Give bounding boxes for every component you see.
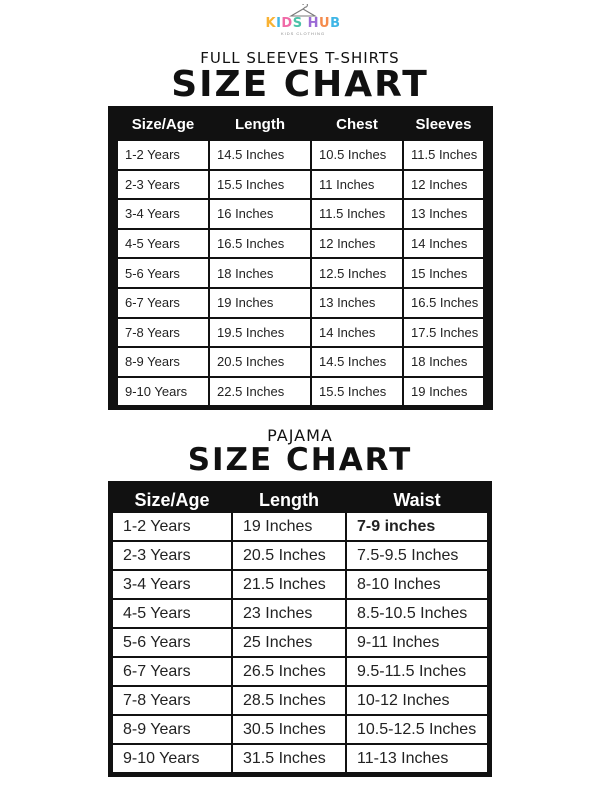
tshirt-header-size-age: Size/Age xyxy=(131,116,195,133)
tshirt-cell: 17.5 Inches xyxy=(404,319,483,347)
tshirt-cell: 3-4 Years xyxy=(118,200,208,228)
tshirt-cell: 4-5 Years xyxy=(118,230,208,258)
pajama-cell: 10-12 Inches xyxy=(347,687,487,714)
tshirt-cell: 14.5 Inches xyxy=(210,141,310,169)
pajama-cell: 7.5-9.5 Inches xyxy=(347,542,487,569)
tshirt-chart-subtitle: FULL SLEEVES T-SHIRTS xyxy=(200,49,400,67)
pajama-header-waist: Waist xyxy=(393,490,441,510)
logo-letter: B xyxy=(330,16,341,31)
tshirt-header-length: Length xyxy=(235,116,285,133)
pajama-cell: 1-2 Years xyxy=(113,513,231,540)
tshirt-cell: 8-9 Years xyxy=(118,348,208,376)
brand-logo xyxy=(260,4,346,38)
tshirt-cell: 13 Inches xyxy=(312,289,402,317)
pajama-cell: 9-10 Years xyxy=(113,745,231,772)
pajama-size-table xyxy=(108,481,492,777)
pajama-cell: 25 Inches xyxy=(233,629,345,656)
tshirt-cell: 15.5 Inches xyxy=(312,378,402,406)
brand-logo-tagline: KIDS CLOTHING xyxy=(280,31,326,36)
tshirt-cell: 2-3 Years xyxy=(118,171,208,199)
logo-letter: D xyxy=(281,16,293,31)
tshirt-cell: 15 Inches xyxy=(404,259,483,287)
pajama-cell: 21.5 Inches xyxy=(233,571,345,598)
pajama-cell: 26.5 Inches xyxy=(233,658,345,685)
tshirt-cell: 14.5 Inches xyxy=(312,348,402,376)
pajama-header-size-age: Size/Age xyxy=(134,490,210,510)
tshirt-cell: 14 Inches xyxy=(312,319,402,347)
tshirt-chart-title: SIZE CHART xyxy=(171,64,429,105)
tshirt-cell: 11 Inches xyxy=(312,171,402,199)
pajama-cell: 9.5-11.5 Inches xyxy=(347,658,487,685)
pajama-cell: 8-10 Inches xyxy=(347,571,487,598)
pajama-cell: 5-6 Years xyxy=(113,629,231,656)
tshirt-cell: 14 Inches xyxy=(404,230,483,258)
tshirt-cell: 9-10 Years xyxy=(118,378,208,406)
pajama-cell: 20.5 Inches xyxy=(233,542,345,569)
logo-letter: H xyxy=(307,16,320,31)
tshirt-cell: 22.5 Inches xyxy=(210,378,310,406)
tshirt-cell: 16 Inches xyxy=(210,200,310,228)
pajama-chart-subtitle: PAJAMA xyxy=(267,426,333,445)
pajama-cell: 30.5 Inches xyxy=(233,716,345,743)
tshirt-cell: 19 Inches xyxy=(404,378,483,406)
tshirt-cell: 16.5 Inches xyxy=(404,289,483,317)
tshirt-cell: 19 Inches xyxy=(210,289,310,317)
tshirt-cell: 12 Inches xyxy=(312,230,402,258)
pajama-cell: 9-11 Inches xyxy=(347,629,487,656)
tshirt-cell: 5-6 Years xyxy=(118,259,208,287)
tshirt-size-table xyxy=(108,106,493,410)
logo-letter: S xyxy=(292,16,303,31)
tshirt-cell: 11.5 Inches xyxy=(404,141,483,169)
tshirt-cell: 19.5 Inches xyxy=(210,319,310,347)
brand-logo-text xyxy=(260,16,346,31)
pajama-chart-title: SIZE CHART xyxy=(187,442,413,478)
pajama-cell: 19 Inches xyxy=(233,513,345,540)
tshirt-header-chest: Chest xyxy=(336,116,378,133)
tshirt-cell: 18 Inches xyxy=(210,259,310,287)
tshirt-cell: 13 Inches xyxy=(404,200,483,228)
tshirt-cell: 10.5 Inches xyxy=(312,141,402,169)
pajama-cell: 4-5 Years xyxy=(113,600,231,627)
pajama-cell: 11-13 Inches xyxy=(347,745,487,772)
pajama-cell: 6-7 Years xyxy=(113,658,231,685)
logo-letter: I xyxy=(276,16,282,31)
tshirt-cell: 20.5 Inches xyxy=(210,348,310,376)
tshirt-cell: 12 Inches xyxy=(404,171,483,199)
pajama-cell: 8-9 Years xyxy=(113,716,231,743)
tshirt-cell: 6-7 Years xyxy=(118,289,208,317)
tshirt-cell: 16.5 Inches xyxy=(210,230,310,258)
tshirt-cell: 12.5 Inches xyxy=(312,259,402,287)
pajama-cell: 31.5 Inches xyxy=(233,745,345,772)
pajama-cell: 2-3 Years xyxy=(113,542,231,569)
tshirt-cell: 15.5 Inches xyxy=(210,171,310,199)
tshirt-cell: 11.5 Inches xyxy=(312,200,402,228)
tshirt-header-sleeves: Sleeves xyxy=(415,116,472,133)
logo-letter: K xyxy=(265,16,277,31)
tshirt-cell: 7-8 Years xyxy=(118,319,208,347)
pajama-cell: 7-9 inches xyxy=(347,513,487,540)
pajama-cell: 23 Inches xyxy=(233,600,345,627)
tshirt-cell: 1-2 Years xyxy=(118,141,208,169)
pajama-cell: 3-4 Years xyxy=(113,571,231,598)
pajama-cell: 7-8 Years xyxy=(113,687,231,714)
logo-letter: U xyxy=(319,16,331,31)
pajama-cell: 8.5-10.5 Inches xyxy=(347,600,487,627)
pajama-cell: 28.5 Inches xyxy=(233,687,345,714)
pajama-cell: 10.5-12.5 Inches xyxy=(347,716,487,743)
pajama-header-length: Length xyxy=(259,490,319,510)
tshirt-cell: 18 Inches xyxy=(404,348,483,376)
